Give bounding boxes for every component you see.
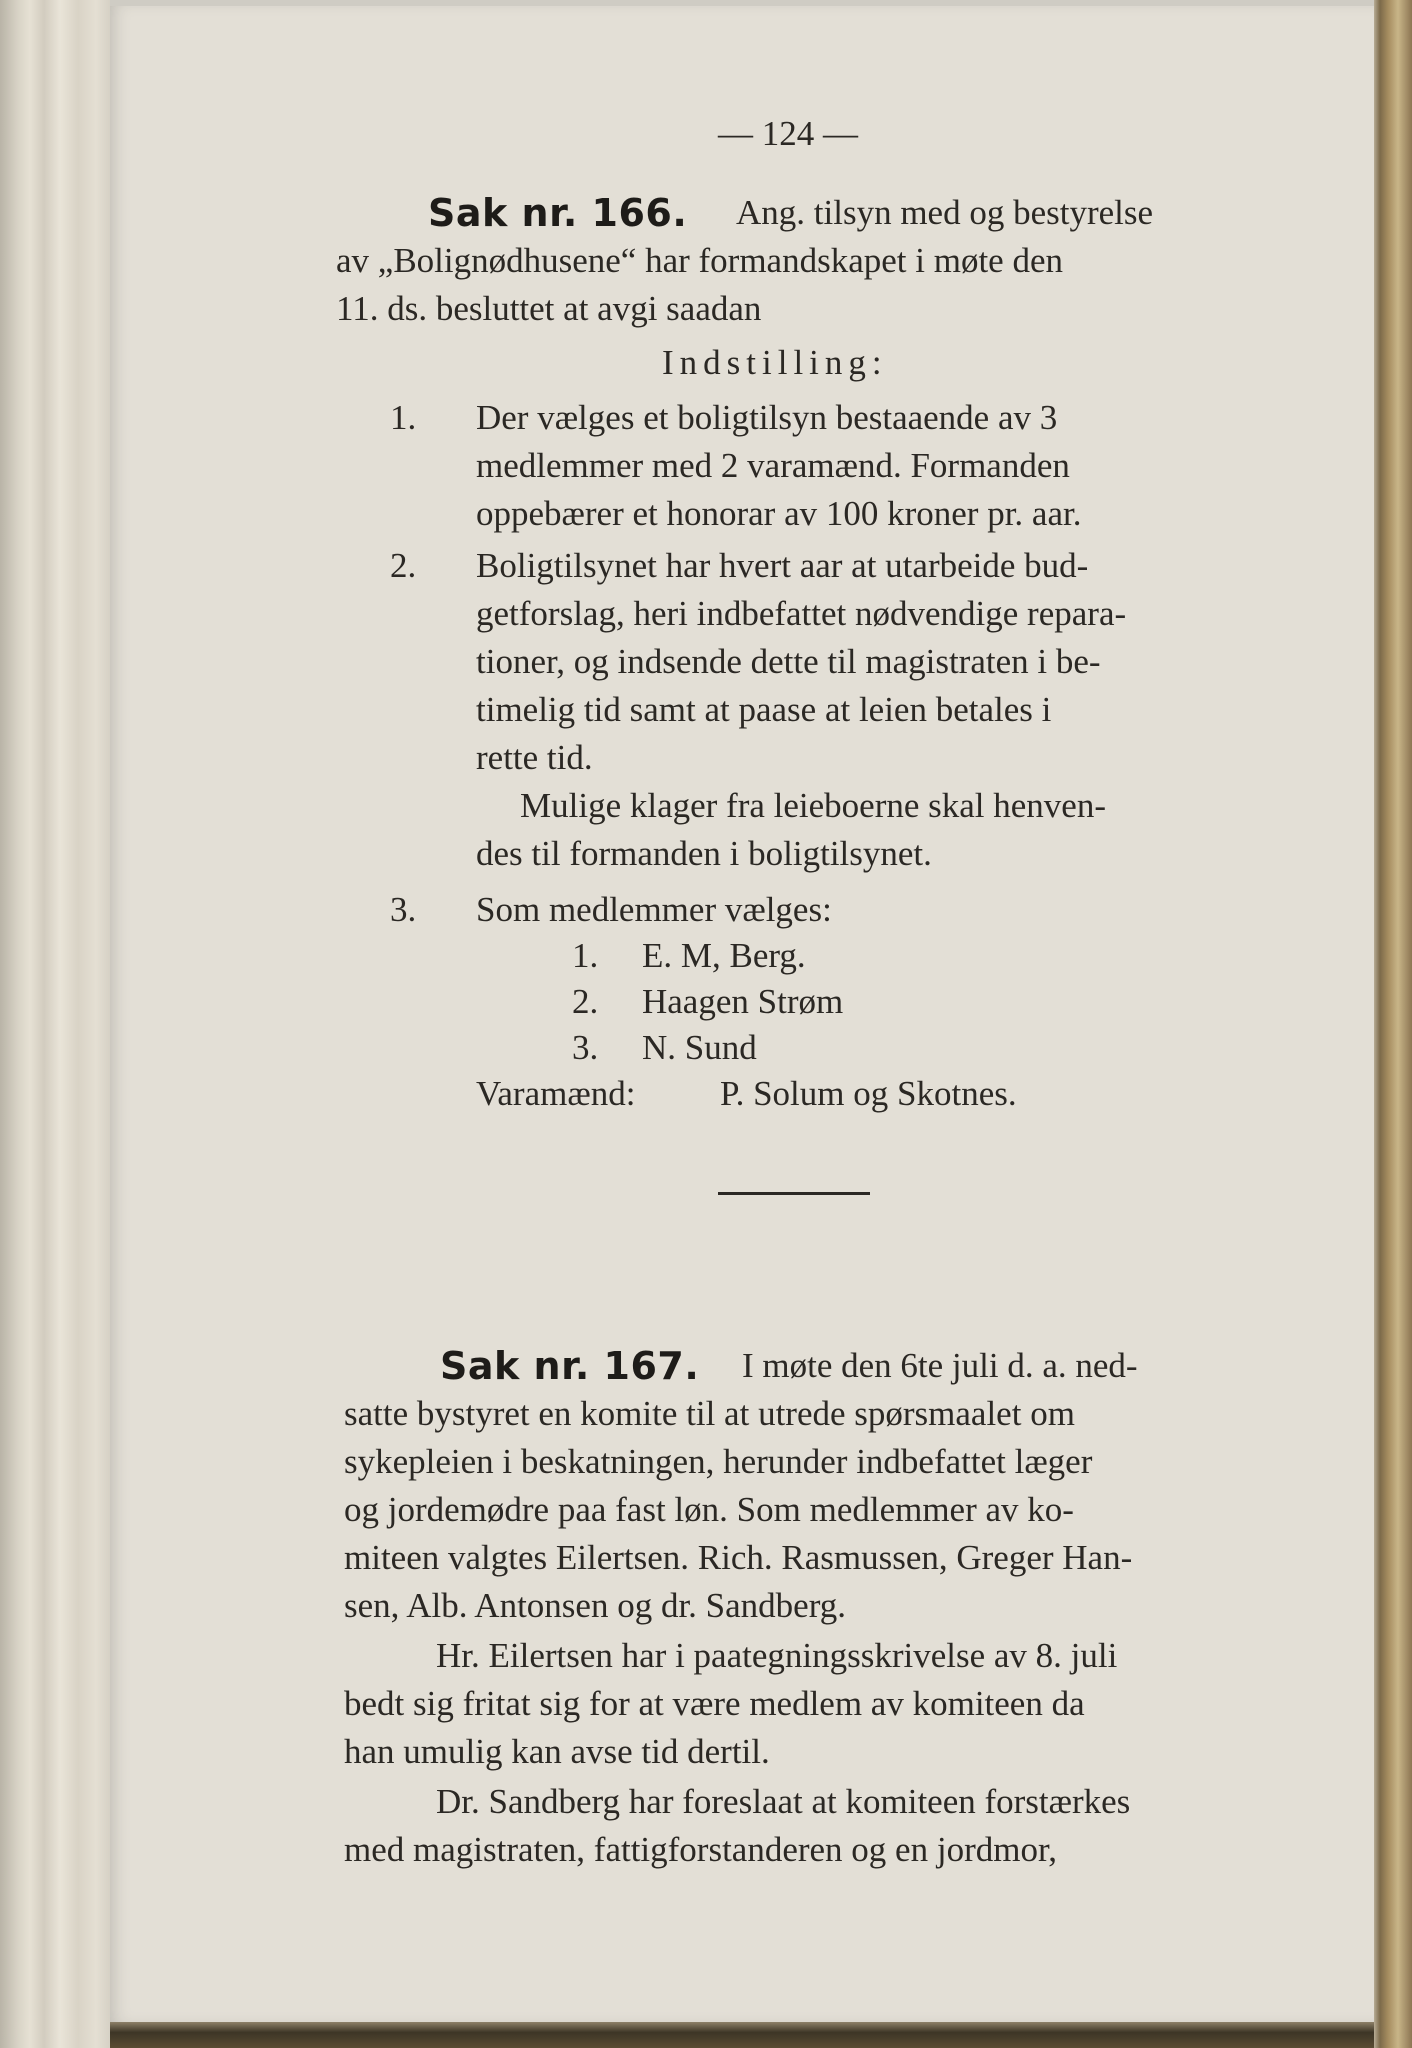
sak-167-line: sen, Alb. Antonsen og dr. Sandberg. xyxy=(344,1586,846,1625)
sak-167-para2-line: han umulig kan avse tid dertil. xyxy=(344,1732,770,1771)
sak-167-label: Sak nr. 167. xyxy=(440,1344,700,1388)
section-divider xyxy=(718,1192,870,1195)
member-name: E. M, Berg. xyxy=(642,936,806,975)
sak-167-para2-line: bedt sig fritat sig for at være medlem av komiteen da xyxy=(344,1684,1085,1723)
sak-167-line: og jordemødre paa fast løn. Som medlemmer av ko- xyxy=(344,1490,1074,1529)
sak-166-line2: av „Bolignødhusene“ har formandskapet i møte den xyxy=(336,241,1064,280)
item-2-line: tioner, og indsende dette til magistraten i be- xyxy=(476,642,1101,681)
sak-167-line: sykepleien i beskatningen, herunder indbefattet læger xyxy=(344,1442,1093,1481)
sak-166-line1: Ang. tilsyn med og bestyrelse xyxy=(736,193,1154,232)
member-name: Haagen Strøm xyxy=(642,982,844,1021)
sak-167-para3-line: Dr. Sandberg har foreslaat at komiteen forstærkes xyxy=(436,1782,1131,1821)
book-page xyxy=(110,6,1374,2022)
sak-167-para2-line: Hr. Eilertsen har i paategningsskrivelse av 8. juli xyxy=(436,1636,1118,1675)
sak-167-line: satte bystyret en komite til at utrede spørsmaalet om xyxy=(344,1394,1075,1433)
sak-166-label: Sak nr. 166. xyxy=(428,191,688,235)
member-number: 2. xyxy=(572,982,599,1021)
member-number: 3. xyxy=(572,1028,599,1067)
sak-167-para3-line: med magistraten, fattigforstanderen og en jordmor, xyxy=(344,1830,1057,1869)
item-2-note-line: Mulige klager fra leieboerne skal henven- xyxy=(520,786,1106,825)
book-edge-left xyxy=(0,0,110,2048)
sak-167-line: miteen valgtes Eilertsen. Rich. Rasmussen, Greger Han- xyxy=(344,1538,1133,1577)
item-2-line: timelig tid samt at paase at leien betales i xyxy=(476,690,1052,729)
item-2-line: Boligtilsynet har hvert aar at utarbeide bud- xyxy=(476,546,1089,585)
item-1-line: oppebærer et honorar av 100 kroner pr. aar. xyxy=(476,494,1082,533)
item-2-line: getforslag, heri indbefattet nødvendige repara- xyxy=(476,594,1127,633)
indstilling-heading: Indstilling: xyxy=(662,343,888,382)
page-number: — 124 — xyxy=(718,114,858,153)
member-name: N. Sund xyxy=(642,1028,757,1067)
member-number: 1. xyxy=(572,936,599,975)
item-3-intro: Som medlemmer vælges: xyxy=(476,890,832,929)
sak-166-line3: 11. ds. besluttet at avgi saadan xyxy=(336,289,762,328)
item-3-number: 3. xyxy=(390,890,417,929)
alternates-label: Varamænd: xyxy=(476,1074,636,1113)
item-2-number: 2. xyxy=(390,546,417,585)
alternates-names: P. Solum og Skotnes. xyxy=(720,1074,1017,1113)
item-1-line: Der vælges et boligtilsyn bestaaende av 3 xyxy=(476,398,1058,437)
book-edge-bottom xyxy=(110,2022,1374,2048)
book-edge-right xyxy=(1374,0,1412,2048)
item-2-line: rette tid. xyxy=(476,738,593,777)
item-2-note-line: des til formanden i boligtilsynet. xyxy=(476,834,932,873)
item-1-line: medlemmer med 2 varamænd. Formanden xyxy=(476,446,1070,485)
sak-167-line1: I møte den 6te juli d. a. ned- xyxy=(742,1346,1138,1385)
item-1-number: 1. xyxy=(390,398,417,437)
